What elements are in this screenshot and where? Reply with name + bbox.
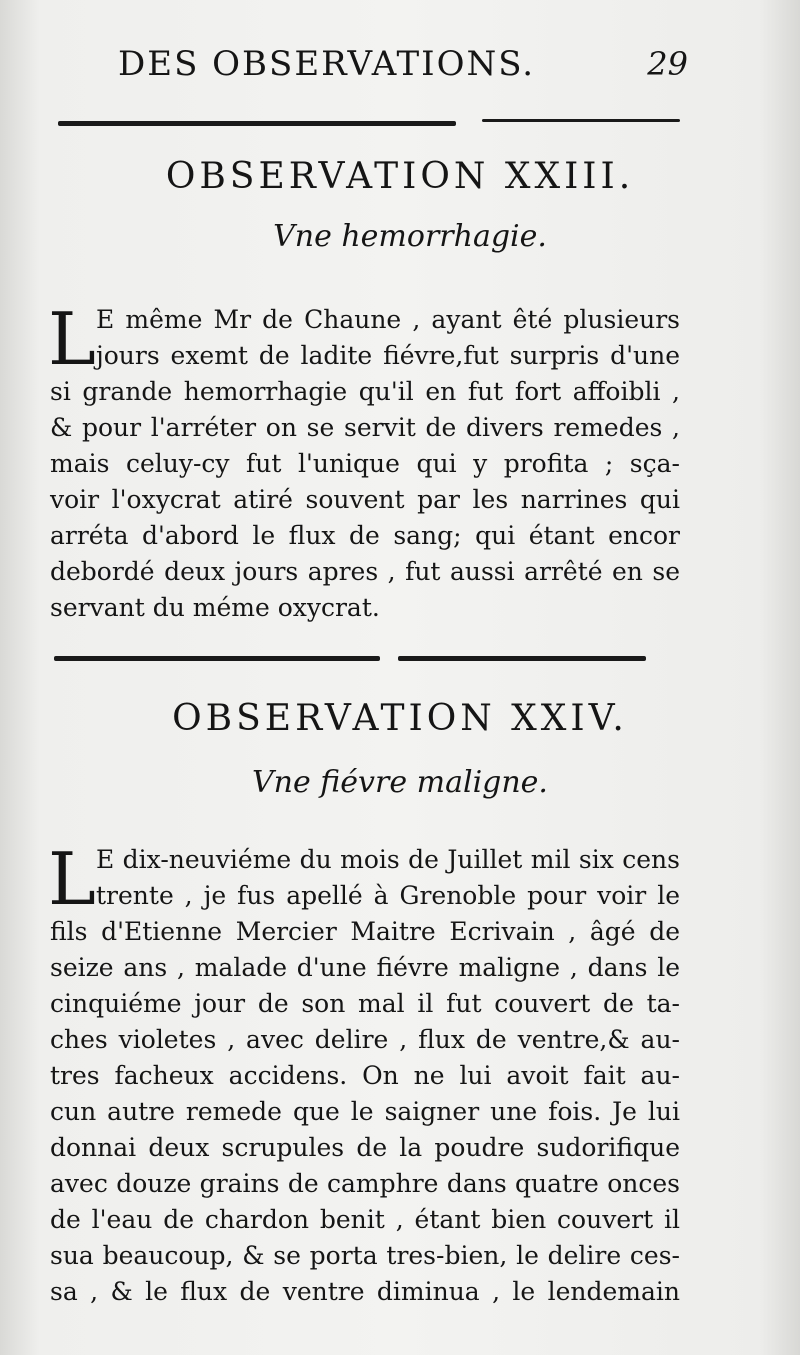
text-line: E même Mr de Chaune , ayant êté plusieurs — [96, 305, 680, 334]
section-rule-left — [54, 656, 380, 661]
drop-cap: L — [48, 837, 96, 921]
page-header — [118, 42, 688, 92]
page-number: 29 — [647, 45, 688, 83]
text-line: E dix-neuviéme du mois de Juillet mil six cens — [96, 845, 680, 874]
observation-title: OBSERVATION XXIV. — [172, 698, 628, 739]
observation-body — [48, 297, 680, 626]
text-line: si grande hemorrhagie qu'il en fut fort affoibli , — [50, 377, 680, 406]
observation-subtitle: Vne hemorrhagie. — [273, 219, 547, 254]
text-line: cun autre remede que le saigner une fois. Je lui — [50, 1097, 680, 1126]
text-line: cinquiéme jour de son mal il fut couvert de ta- — [50, 989, 680, 1018]
text-line: sua beaucoup, & se porta tres-bien, le delire ces- — [50, 1241, 680, 1270]
text-line: voir l'oxycrat atiré souvent par les narrines qui — [50, 485, 680, 514]
drop-cap: L — [48, 297, 96, 381]
text-line: arréta d'abord le flux de sang; qui étant encor — [50, 521, 680, 550]
text-line: trente , je fus apellé à Grenoble pour voir le — [96, 881, 680, 910]
text-line: de l'eau de chardon benit , étant bien couvert il — [50, 1205, 680, 1234]
observation-subtitle: Vne fiévre maligne. — [252, 765, 548, 800]
running-title: DES OBSERVATIONS. — [118, 44, 536, 84]
header-rule-left — [58, 121, 456, 126]
observation-title: OBSERVATION XXIII. — [165, 156, 635, 197]
text-line: fils d'Etienne Mercier Maitre Ecrivain , âgé de — [50, 917, 680, 946]
observation-body — [48, 837, 680, 1310]
text-line: sa , & le flux de ventre diminua , le lendemain — [50, 1277, 680, 1306]
text-line: seize ans , malade d'une fiévre maligne , dans le — [50, 953, 680, 982]
text-line: ches violetes , avec delire , flux de ventre,& au- — [50, 1025, 680, 1054]
text-line: debordé deux jours apres , fut aussi arrêté en se — [50, 557, 680, 586]
text-line: avec douze grains de camphre dans quatre onces — [50, 1169, 680, 1198]
text-line: mais celuy-cy fut l'unique qui y profita ; sça- — [50, 449, 680, 478]
text-line: donnai deux scrupules de la poudre sudorifique — [50, 1133, 680, 1162]
header-rule-right — [482, 119, 680, 122]
text-line: & pour l'arréter on se servit de divers remedes , — [50, 413, 680, 442]
text-line: servant du méme oxycrat. — [50, 593, 380, 622]
text-line: tres facheux accidens. On ne lui avoit fait au- — [50, 1061, 680, 1090]
section-rule-right — [398, 656, 646, 661]
text-line: jours exemt de ladite fiévre,fut surpris d'une — [96, 341, 680, 370]
